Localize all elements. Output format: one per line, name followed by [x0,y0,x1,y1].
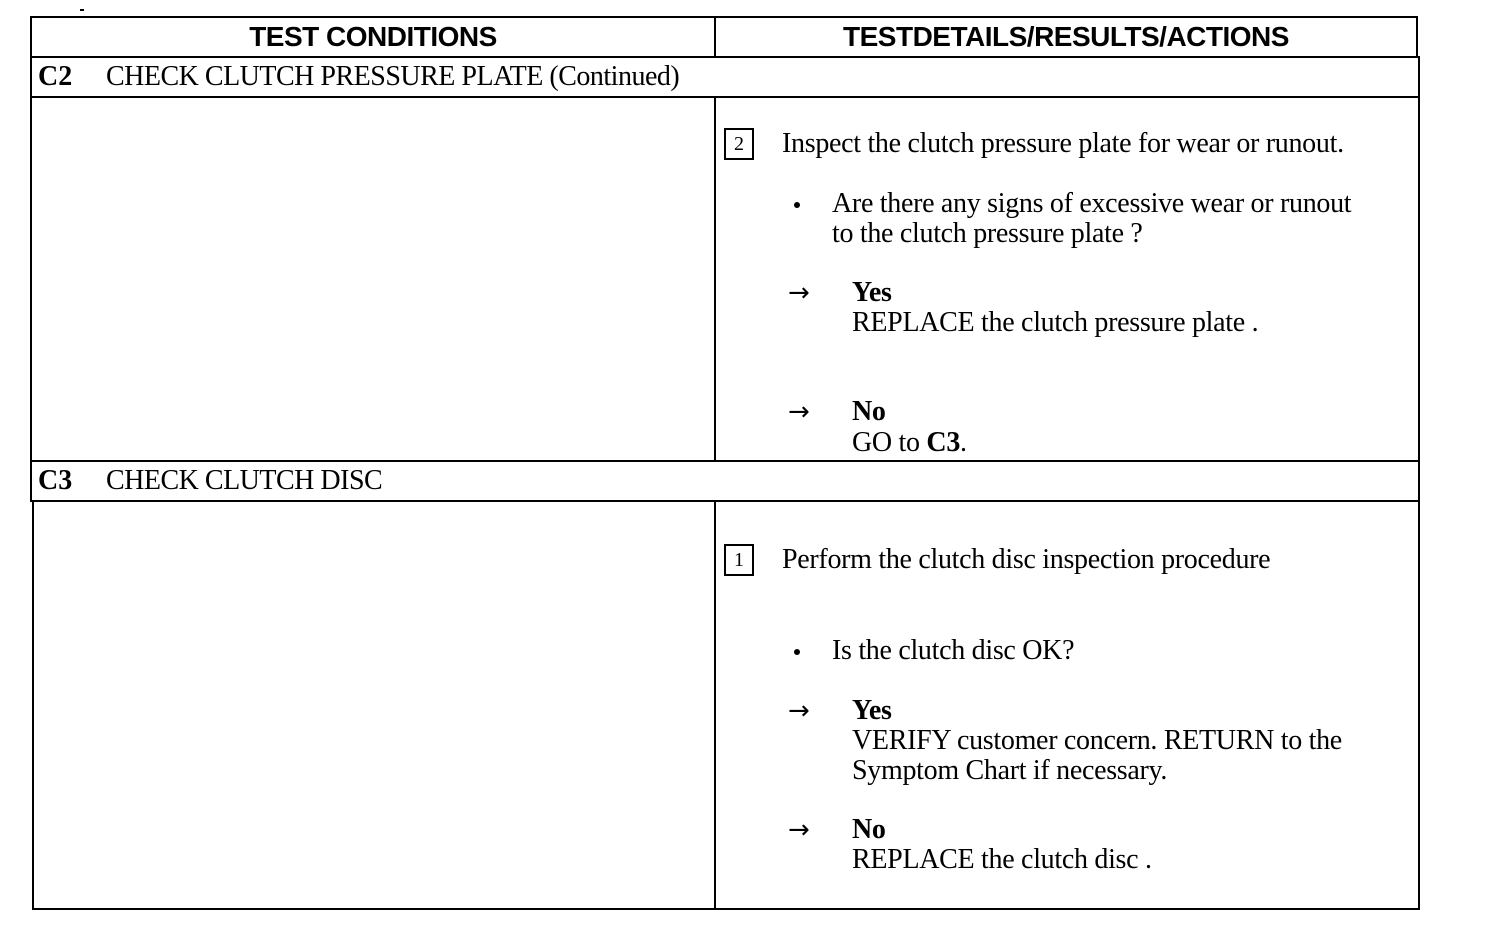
section-c2-title: CHECK CLUTCH PRESSURE PLATE (Continued) [106,61,680,92]
right-arrow-icon: → [788,815,810,845]
section-c3-yes-label: Yes [852,695,892,726]
section-c3-id: C3 [38,465,73,496]
section-c2-no-action-ref: C3 [926,427,961,458]
section-c3-title: CHECK CLUTCH DISC [106,465,383,496]
section-c2-title-row [30,56,1420,98]
section-c2-yes-label: Yes [852,277,892,308]
bullet-icon [794,649,800,655]
section-c2-question-line1: Are there any signs of excessive wear or runout [832,188,1352,219]
right-arrow-icon: → [788,696,810,726]
header-test-details: TESTDETAILS/RESULTS/ACTIONS [714,16,1418,58]
section-c3-yes-action-line1: VERIFY customer concern. RETURN to the [852,725,1342,756]
section-c2-id: C2 [38,61,73,92]
section-c2-no-action-suffix: . [960,427,967,458]
section-c3-no-action: REPLACE the clutch disc . [852,844,1152,875]
section-c2-no-action-prefix: GO to [852,427,927,458]
section-c2-yes-action: REPLACE the clutch pressure plate . [852,307,1259,338]
section-c2-question-line2: to the clutch pressure plate ? [832,218,1143,249]
right-arrow-icon: → [788,397,810,427]
section-c2-no-action [852,428,967,458]
section-c3-title-row [30,460,1420,502]
section-c2-step-text: Inspect the clutch pressure plate for wear or runout. [782,128,1344,159]
section-c3-question: Is the clutch disc OK? [832,635,1075,666]
section-c3-conditions-cell [32,500,716,910]
diagnostic-table [30,16,1420,910]
header-test-conditions: TEST CONDITIONS [30,16,716,58]
section-c3-step-text: Perform the clutch disc inspection procedure [782,544,1271,575]
section-c2-step-number: 2 [724,128,754,160]
bullet-icon [794,202,800,208]
section-c3-yes-action-line2: Symptom Chart if necessary. [852,755,1168,786]
section-c3-step-number: 1 [724,544,754,576]
section-c3-no-label: No [852,814,886,845]
right-arrow-icon: → [788,278,810,308]
section-c2-conditions-cell [30,96,716,462]
section-c2-no-label: No [852,396,886,427]
stray-mark [80,9,84,11]
